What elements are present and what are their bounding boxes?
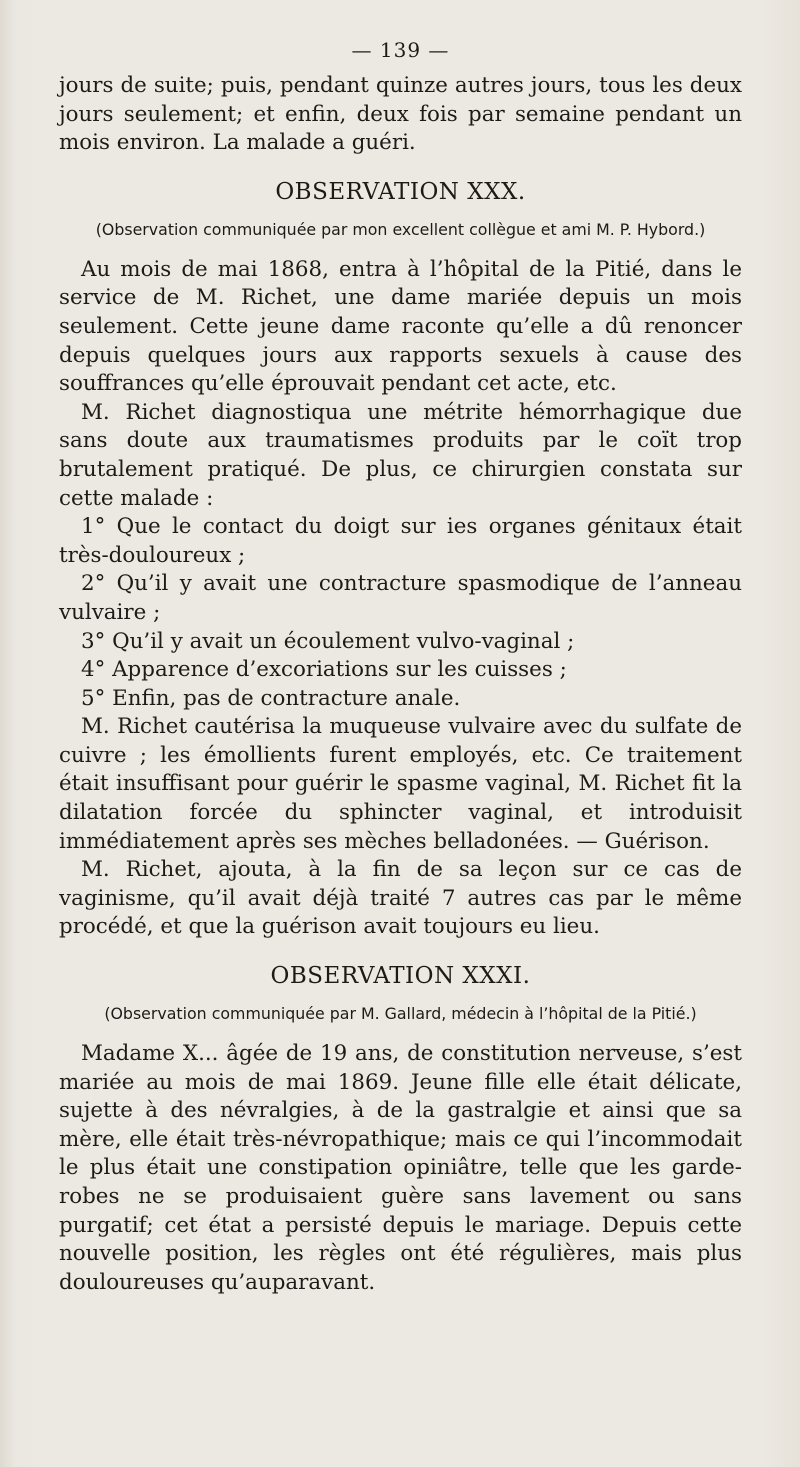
observation-30-note: (Observation communiquée par mon excellent collègue et ami M. P. Hybord.) [95,219,706,239]
observation-30-paragraph: M. Richet cautérisa la muqueuse vulvaire avec du sulfate de cuivre ; les émollients furent employés, etc. Ce traitement était insuffisant pour guérir le spasme vaginal, M. Richet fit la dilatation forcée du sphincter vaginal, et introduisit immédiatement après ses mèches belladonées. — Guérison. [59,714,742,854]
observation-31-title: OBSERVATION XXXI. [270,963,531,990]
observation-31-paragraph: Madame X... âgée de 19 ans, de constitution nerveuse, s’est mariée au mois de mai 1869. Jeune fille elle était délicate, sujette à des névralgies, à de la gastralgie et ainsi que sa mère, elle était très-névropathique; mais ce qui l’incommodait le plus était une constipation opiniâtre, telle que les garde-robes ne se produisaient guère sans lavement ou sans purgatif; cet état a persisté depuis le mariage. Depuis cette nouvelle position, les règles ont été régulières, mais plus douloureuses qu’auparavant. [59,1041,742,1295]
continued-paragraph: jours de suite; puis, pendant quinze autres jours, tous les deux jours seulement; et enfin, deux fois par semaine pendant un mois environ. La malade a guéri. [59,73,742,156]
observation-30-paragraph: M. Richet diagnostiqua une métrite hémorrhagique due sans doute aux traumatismes produits par le coït trop brutalement pratiqué. De plus, ce chirurgien constata sur cette malade : [59,399,742,511]
observation-30-list-item: 2° Qu’il y avait une contracture spasmodique de l’anneau vulvaire ; [59,571,742,625]
observation-30-list-item: 5° Enfin, pas de contracture anale. [81,685,461,711]
observation-30-paragraph: Au mois de mai 1868, entra à l’hôpital de la Pitié, dans le service de M. Richet, une dame mariée depuis un mois seulement. Cette jeune dame raconte qu’elle a dû renoncer depuis quelques jours aux rapports sexuels à cause des souffrances qu’elle éprouvait pendant cet acte, etc. [59,256,742,397]
observation-30-title: OBSERVATION XXX. [275,178,526,205]
observation-30-list-item: 1° Que le contact du doigt sur ies organes génitaux était très-douloureux ; [59,514,742,568]
observation-31-note: (Observation communiquée par M. Gallard, médecin à l’hôpital de la Pitié.) [104,1004,697,1024]
observation-30-list-item: 3° Qu’il y avait un écoulement vulvo-vaginal ; [81,628,575,654]
page-number: — 139 — [351,38,450,62]
observation-30-list-item: 4° Apparence d’excoriations sur les cuisses ; [81,657,567,683]
observation-30-paragraph: M. Richet, ajouta, à la fin de sa leçon sur ce cas de vaginisme, qu’il avait déjà traité 7 autres cas par le même procédé, et que la guérison avait toujours eu lieu. [59,857,742,940]
